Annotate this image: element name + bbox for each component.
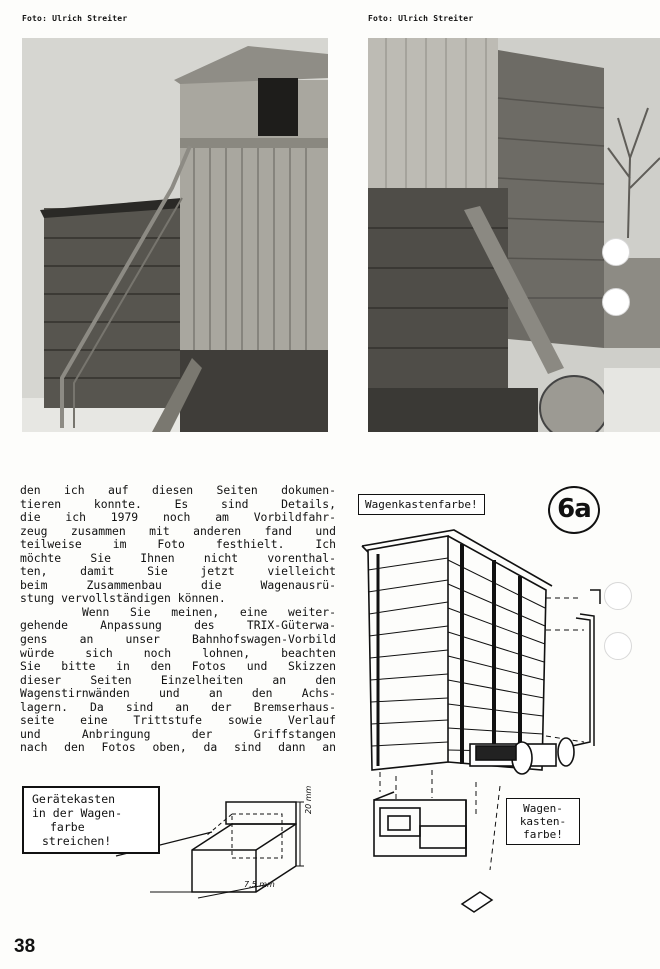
body-line: teilweise im Foto festhielt. Ich bbox=[20, 537, 336, 552]
photo-credit-left: Foto: Ulrich Streiter bbox=[22, 14, 128, 23]
body-line: würde sich noch lohnen, beachten bbox=[20, 645, 336, 660]
body-line: gehende Anpassung des TRIX-Güterwa- bbox=[20, 618, 336, 633]
body-line: gens an unser Bahnhofswagen-Vorbild bbox=[20, 632, 336, 647]
dimension-height: 20 mm bbox=[304, 785, 313, 814]
binder-hole bbox=[604, 632, 632, 660]
photo-left bbox=[22, 38, 328, 432]
binder-hole bbox=[604, 582, 632, 610]
body-line: ten, damit Sie jetzt vielleicht bbox=[20, 564, 336, 579]
body-line: zeug zusammen mit anderen fand und bbox=[20, 523, 336, 538]
figure-number-badge: 6a bbox=[548, 486, 600, 534]
label-line: farbe bbox=[50, 820, 85, 834]
body-line: tieren konnte. Es sind Details, bbox=[20, 496, 336, 511]
body-line: den ich auf diesen Seiten dokumen- bbox=[20, 483, 336, 497]
body-line: die ich 1979 noch am Vorbildfahr- bbox=[20, 510, 336, 525]
label-line: in der Wagen- bbox=[32, 806, 123, 820]
label-line: streichen! bbox=[42, 834, 112, 848]
label-line: kasten- bbox=[519, 815, 567, 828]
photo-credit-right: Foto: Ulrich Streiter bbox=[368, 14, 474, 23]
label-line: Gerätekasten bbox=[32, 792, 116, 806]
body-line: Wagenstirnwänden und an den Achs- bbox=[20, 686, 336, 701]
body-line: stung vervollständigen können. bbox=[20, 591, 226, 606]
label-geraetekasten bbox=[22, 786, 160, 854]
body-line: dieser Seiten Einzelheiten an den bbox=[20, 672, 336, 687]
body-line: lagern. Da sind an der Bremserhaus- bbox=[20, 699, 336, 714]
body-line: möchte Sie Ihnen nicht vorenthal- bbox=[20, 550, 336, 565]
label-line: Wagen- bbox=[523, 802, 563, 815]
body-line: seite eine Trittstufe sowie Verlauf bbox=[20, 713, 336, 728]
label-wagenkastenfarbe-right bbox=[506, 798, 580, 845]
body-line: beim Zusammenbau die Wagenausrü- bbox=[20, 577, 336, 592]
body-line: Sie bitte in den Fotos und Skizzen bbox=[20, 659, 336, 674]
body-line: Wenn Sie meinen, eine weiter- bbox=[20, 604, 336, 619]
body-line: und Anbringung der Griffstangen bbox=[20, 726, 336, 741]
body-line: nach den Fotos oben, da sind dann an bbox=[20, 740, 336, 755]
binder-hole bbox=[602, 288, 630, 316]
label-wagenkastenfarbe-top: Wagenkastenfarbe! bbox=[358, 494, 485, 515]
dimension-width: 7,5 mm bbox=[244, 880, 275, 889]
label-line: farbe! bbox=[523, 828, 563, 841]
page-number: 38 bbox=[14, 936, 36, 957]
photo-right bbox=[368, 38, 660, 432]
binder-hole bbox=[602, 238, 630, 266]
wagon-sketch bbox=[0, 480, 660, 930]
